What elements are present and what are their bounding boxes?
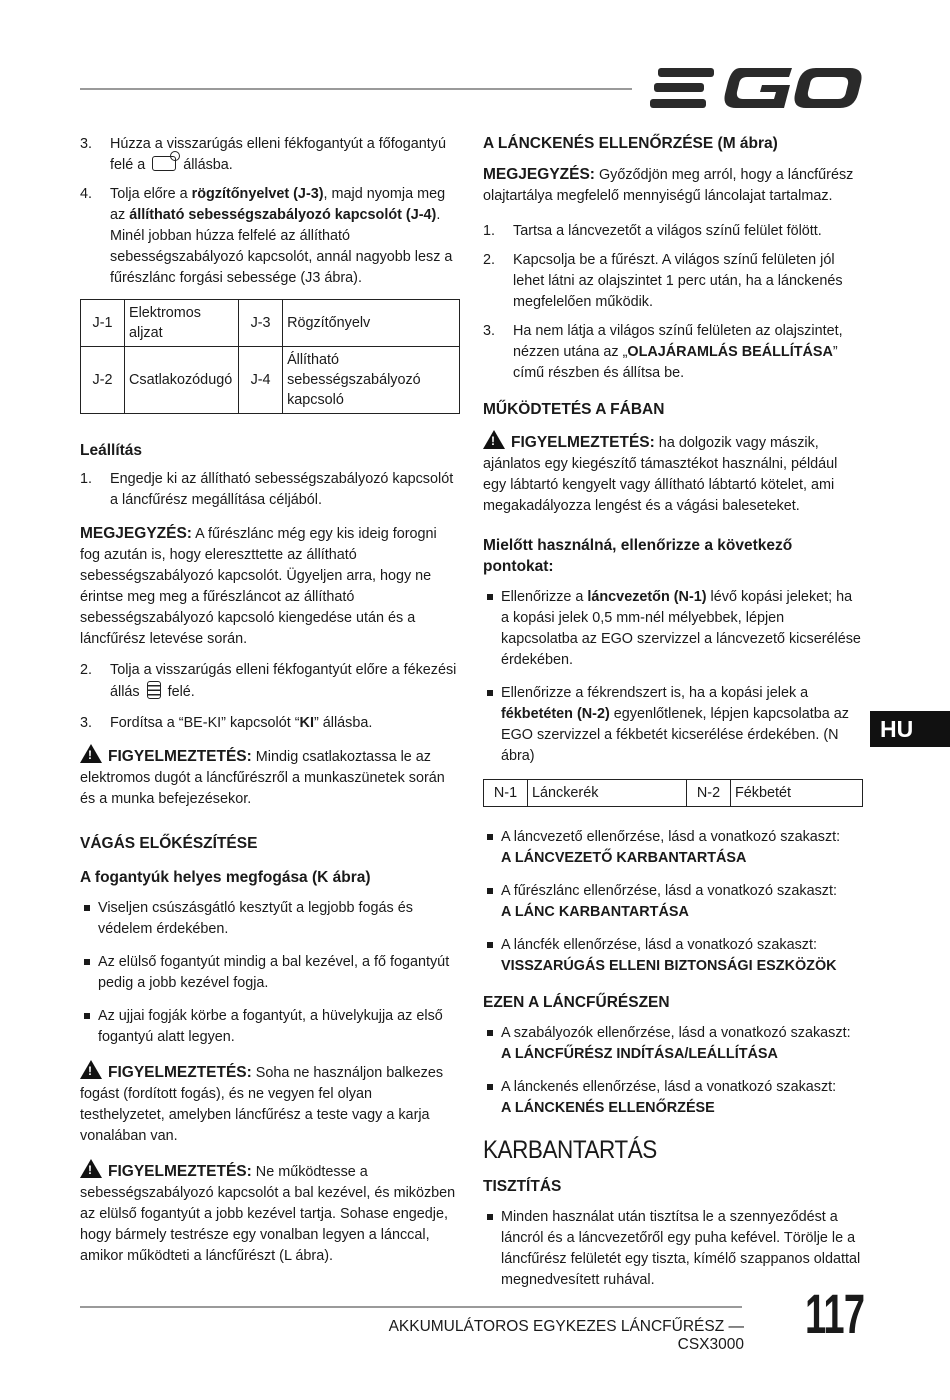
note-chain-coast: MEGJEGYZÉS: A fűrészlánc még egy kis ideig forogni fog azután is, hogy elereszttette az állítható sebességszabályozó kapcsolót. Ügyeljen arra, hogy ne érintse meg meg a fűrészláncot az állítható sebességszabályozó kapcsoló kiengedése után és a láncfűrész letevése során. <box>80 525 437 647</box>
oil-step-2: 2. Kapcsolja be a fűrészt. A világos színű felületen jól lehet látni az olajszintet 1 perc után, ha a lánckenés megfelelően működik. <box>483 252 843 310</box>
page-number: 117 <box>805 1282 865 1345</box>
maintenance-heading: KARBANTARTÁS <box>483 1136 657 1164</box>
cleaning-heading: TISZTÍTÁS <box>483 1178 562 1195</box>
right-column <box>483 134 863 1303</box>
warning-unplug: !FIGYELMEZTETÉS: Mindig csatlakoztassa le az elektromos dugót a láncfűrészről a munkaszünetek során és a munka befejezésekor. <box>80 744 460 810</box>
table-row: N-1 Lánckerék N-2 Fékbetét <box>484 780 863 807</box>
warning-tree: !FIGYELMEZTETÉS: ha dolgozik vagy mászik, ajánlatos egy kiegészítő támasztékot használni, például egy lábtartó kengyelt vagy állítható lábtartó kötelet, ami megakadályozza lengést és a vágási baleseteket. <box>483 430 863 517</box>
stop-step-3: 3. Fordítsa a “BE-KI” kapcsolót “KI” állásba. <box>80 715 373 731</box>
stop-step-2: 2. Tolja a visszarúgás elleni fékfogantyút előre a fékezési állás felé. <box>80 662 457 700</box>
list-item: A láncfék ellenőrzése, lásd a vonatkozó szakaszt: VISSZARÚGÁS ELLENI BIZTONSÁGI ESZKÖZÖK <box>483 935 863 977</box>
list-item: Minden használat után tisztítsa le a szennyeződést a láncról és a láncvezetőről egy puha kefével. Törölje le a láncfűrész felületét egy tiszta, kímélő szappanos oldattal megnedvesített ruhával. <box>483 1207 863 1291</box>
step-4-trigger: 4. Tolja előre a rögzítőnyelvet (J-3), majd nyomja meg az állítható sebességszabályozó kapcsolót (J-4). Minél jobban húzza felfelé az állítható sebességszabályozó kapcsolót, annál nagyobb lesz a fűrészlánc forgási sebessége (J3 ábra). <box>80 186 453 286</box>
table-row: J-1 Elektromos aljzat J-3 Rögzítőnyelv <box>81 300 460 347</box>
warning-icon <box>80 1159 102 1178</box>
footer-rule <box>80 1306 742 1308</box>
brake-position-icon <box>147 681 161 699</box>
stop-step-1: 1. Engedje ki az állítható sebességszabályozó kapcsolót a láncfűrész megállítása céljából. <box>80 471 454 508</box>
oil-check-heading: A LÁNCKENÉS ELLENŐRZÉSE (M ábra) <box>483 135 778 152</box>
handle-release-icon <box>152 156 176 171</box>
footer-title: AKKUMULÁTOROS EGYKEZES LÁNCFŰRÉSZ — CSX3000 <box>388 1318 744 1353</box>
oil-step-1: 1. Tartsa a láncvezetőt a világos színű felület fölött. <box>483 223 822 239</box>
stop-heading: Leállítás <box>80 442 143 459</box>
warning-icon <box>80 1060 102 1079</box>
oil-step-3: 3. Ha nem látja a világos színű felületen az olajszintet, nézzen utána az „OLAJÁRAMLÁS BEÁLLÍTÁSA” című részben és állítsa be. <box>483 323 843 381</box>
parts-table-n <box>483 779 863 807</box>
table-row: J-2 Csatlakozódugó J-4 Állítható sebességszabályozó kapcsoló <box>81 347 460 414</box>
header-rule <box>80 88 632 90</box>
step-3-pull-brake: 3. Húzza a visszarúgás elleni fékfogantyút a főfogantyú felé a állásba. <box>80 136 446 173</box>
warning-left-hand: !FIGYELMEZTETÉS: Soha ne használjon balkezes fogást (fordított fogás), és ne vegyen fel olyan testhelyzetet, amelyben láncfűrész a teste vagy a karja vonalában van. <box>80 1060 460 1147</box>
list-item: Az elülső fogantyút mindig a bal kezével, a fő fogantyút pedig a jobb kezével fogja. <box>80 952 460 994</box>
list-item: Viseljen csúszásgátló kesztyűt a legjobb fogás és védelem érdekében. <box>80 898 460 940</box>
list-item: A lánckenés ellenőrzése, lásd a vonatkozó szakaszt: A LÁNCKENÉS ELLENŐRZÉSE <box>483 1077 863 1119</box>
warning-trigger-hand: !FIGYELMEZTETÉS: Ne működtesse a sebességszabályozó kapcsolót a bal kezével, és miközben az elülső fogantyút a jobb kezével tartja. Sohase engedje, hogy bármely testrésze egy vonalban legyen a lánccal, amikor működteti a láncfűrészt (L ábra). <box>80 1159 460 1267</box>
ego-logo <box>650 62 862 114</box>
check-heading: Mielőtt használná, ellenőrizze a következő pontokat: <box>483 537 793 575</box>
list-item: Ellenőrizze a fékrendszert is, ha a kopási jelek a fékbetéten (N-2) egyenlőtlenek, lépjen kapcsolatba az EGO szervizzel a fékbetét kicserélése érdekében. (N ábra) <box>483 683 863 767</box>
tree-heading: MŰKÖDTETÉS A FÁBAN <box>483 401 665 418</box>
cut-prep-heading: VÁGÁS ELŐKÉSZÍTÉSE <box>80 835 258 852</box>
left-column <box>80 134 460 1275</box>
language-tab: HU <box>870 711 950 747</box>
note-oil: MEGJEGYZÉS: Győződjön meg arról, hogy a láncfűrész olajtartálya megfelelő mennyiségű láncolajat tartalmaz. <box>483 166 854 204</box>
list-item: Az ujjai fogják körbe a fogantyút, a hüvelykujja az első fogantyú alatt legyen. <box>80 1006 460 1048</box>
grip-heading: A fogantyúk helyes megfogása (K ábra) <box>80 869 371 886</box>
warning-icon <box>483 430 505 449</box>
warning-icon <box>80 744 102 763</box>
list-item: Ellenőrizze a láncvezetőn (N-1) lévő kopási jeleket; ha a kopási jelek 0,5 mm-nél mélyebbek, lépjen kapcsolatba az EGO szervizzel a láncvezető kicserélése érdekében. <box>483 587 863 671</box>
list-item: A láncvezető ellenőrzése, lásd a vonatkozó szakaszt: A LÁNCVEZETŐ KARBANTARTÁSA <box>483 827 863 869</box>
list-item: A szabályozók ellenőrzése, lásd a vonatkozó szakaszt: A LÁNCFŰRÉSZ INDÍTÁSA/LEÁLLÍTÁSA <box>483 1023 863 1065</box>
list-item: A fűrészlánc ellenőrzése, lásd a vonatkozó szakaszt: A LÁNC KARBANTARTÁSA <box>483 881 863 923</box>
parts-table-j <box>80 299 460 414</box>
this-saw-heading: EZEN A LÁNCFŰRÉSZEN <box>483 994 670 1011</box>
